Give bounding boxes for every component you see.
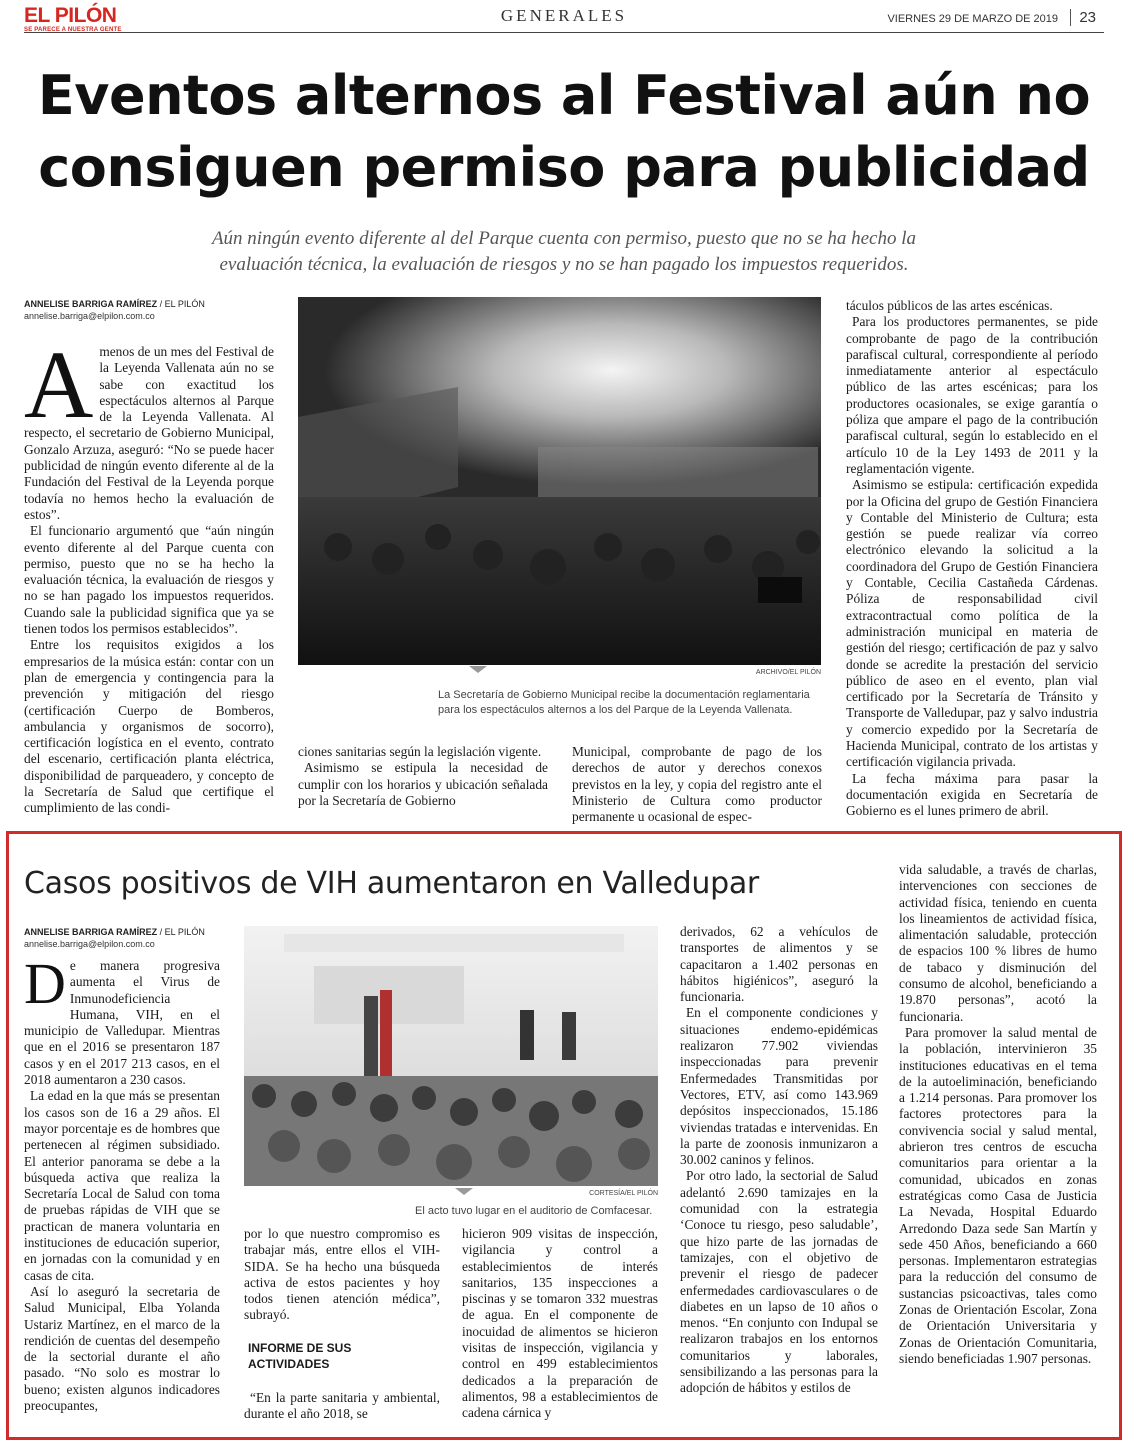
article1-caption-line1: La Secretaría de Gobierno Municipal recibe la documentación reglamentaria xyxy=(438,689,810,701)
article2-col2-p2: “En la parte sanitaria y ambiental, durante el año 2018, se xyxy=(244,1389,440,1422)
article1-photo-credit: ARCHIVO/EL PILÓN xyxy=(755,669,821,676)
article1-col2 xyxy=(298,744,548,809)
page-number: 23 xyxy=(1070,9,1096,26)
article2-paragraph xyxy=(24,951,220,1088)
article2-col5-p2: Para promover la salud mental de la población, intervinieron 35 instituciones educativas en el tema de la autoeliminación, beneficiando a 1.214 personas. Para promover los factores protectores para la convivencia social y salud mental, abrieron tres centros de escucha comunitarios para orientar a la comunidad, ubicados en zonas estratégicas como Casa de Justicia La Nevada, Hospital Eduardo Arredondo Daza sede San Martín y sede 450 Años, beneficiando a 660 personas. Implementaron estrategias para la reducción del consumo de sustancias psicoactivas, tales como Zonas de Orientación Escolar, Zona de Orientación Universitaria y Zonas de Orientación Comunitaria, siendo beneficiadas 1.907 personas. xyxy=(899,1024,1097,1366)
byline-outlet: / EL PILÓN xyxy=(157,299,205,309)
article2-col5-p1: vida saludable, a través de charlas, intervenciones con secciones de actividad física, teniendo en cuenta los lineamientos de actividad física, alimentación saludable, protección de espacios 100 % libres de humo de tabaco y disminución del consumo de alcohol, beneficiando a 19.870 personas”, acotó la funcionaria. xyxy=(899,862,1097,1024)
article1-col2-p1: ciones sanitarias según la legislación vigente. xyxy=(298,744,542,759)
article2-author-email[interactable]: annelise.barriga@elpilon.com.co xyxy=(24,939,155,949)
article2-col1-p3: Así lo aseguró la secretaria de Salud Municipal, Elba Yolanda Ustariz Martínez, en el marco de la rendición de cuentas del desempeño de la sectorial durante el año pasado. “No solo es mostrar lo bueno; existen algunos indicadores preocupantes, xyxy=(24,1283,220,1414)
article2-col3-p1: hicieron 909 visitas de inspección, vigilancia y control a establecimientos de interés sanitarios, 135 inspecciones a piscinas y se tomaron 332 muestras de agua. En el componente de inocuidad de alimentos se hicieron visitas de inspección, vigilancia y control en 499 establecimientos dedicados a la preparación de alimentos, 98 a establecimientos de cadena cárnica y xyxy=(462,1226,658,1421)
article1-col3-p1: Municipal, comprobante de pago de los derechos de autor y derechos conexos previstos en la ley, y copia del registro ante el Ministerio de Cultura como productor permanente u ocasional de espec- xyxy=(572,744,822,825)
byline-outlet: / EL PILÓN xyxy=(157,927,205,937)
article1-headline xyxy=(20,60,1108,204)
article2-col4-p1: derivados, 62 a vehículos de transportes de alimentos y se capacitaron a 1.402 personas en hábitos higiénicos”, aseguró la funcionaria. xyxy=(680,924,878,1005)
article1-author-email[interactable]: annelise.barriga@elpilon.com.co xyxy=(24,311,155,321)
header-divider xyxy=(24,32,1104,33)
article1-headline-line2: consiguen permiso para publicidad xyxy=(38,136,1090,199)
caption-arrow-icon xyxy=(469,666,487,673)
article2-subhead xyxy=(248,1340,440,1372)
article2-photo-credit: CORTESÍA/EL PILÓN xyxy=(589,1190,658,1197)
article1-col4-p2: Para los productores permanentes, se pide comprobante de pago de la contribución parafiscal cultural, correspondiente al período inmediatamente anterior al espectáculo público de las artes escénicas; para los productores ocasionales, se exige garantía o póliza que ampare el pago de la contribución parafiscal cultural, según lo establecido en el artículo 10 de la Ley 1493 de 2011 y la reglamentación vigente. xyxy=(846,314,1098,476)
article1-byline xyxy=(24,298,274,310)
article2-byline xyxy=(24,926,220,938)
concert-photo-graphic xyxy=(298,297,821,665)
article1-deck-line2: evaluación técnica, la evaluación de riesgos y no se han pagado los impuestos requeridos. xyxy=(219,254,909,275)
article2-subhead-line2: ACTIVIDADES xyxy=(248,1356,330,1371)
article1-col1-p3: Entre los requisitos exigidos a los empresarios de la música están: contar con un plan de emergencia y contingencia para la prevención y mitigación del riesgo (certificación Cuerpo de Bomberos, ambulancia y organismos de socorro), certificación logística en el evento, contrato del escenario, certificación planta eléctrica, disponibilidad de parqueadero, y concepto de la Secretaría de Salud que certifique el cumplimiento de las condi- xyxy=(24,637,274,816)
article2-dropcap: D xyxy=(24,951,66,1016)
article2-col3 xyxy=(462,1226,658,1422)
article2-col4 xyxy=(680,924,878,1397)
article2-col1-p2: La edad en la que más se presentan los casos son de 16 a 29 años. El mayor porcentaje es de hombres que pertenecen al régimen subsidiado. El anterior panorama se debe a la búsqueda activa que realiza la Secretaría Local de Salud con toma de pruebas rápidas de VIH que se practican de manera voluntaria en instituciones de educación superior, en jornadas con la comunidad y en casas de cita. xyxy=(24,1088,220,1283)
article1-deck xyxy=(60,226,1068,278)
article1-dropcap: A xyxy=(24,331,94,438)
byline-author: ANNELISE BARRIGA RAMÍREZ xyxy=(24,927,158,937)
issue-date: VIERNES 29 DE MARZO DE 2019 xyxy=(887,13,1058,25)
article2-col1-p1: e manera progresiva aumenta el Virus de Inmunodeficiencia Humana, VIH, en el municipio de Valledupar. Mientras que en el 2016 se presentaron 187 casos y en el 2017 213 casos, en el 2018 aumentaron a 230 casos. xyxy=(24,958,220,1088)
article2-photo-auditorium xyxy=(244,926,658,1186)
article1-caption-line2: para los espectáculos alternos a los del Parque de la Leyenda Vallenata. xyxy=(438,704,793,716)
article2-col5 xyxy=(899,862,1097,1367)
caption-arrow-icon xyxy=(455,1188,473,1195)
logo-tagline: SE PARECE A NUESTRA GENTE xyxy=(24,27,122,33)
logo-text: EL PILÓN xyxy=(24,4,117,27)
article1-photo-concert xyxy=(298,297,821,665)
article1-col4 xyxy=(846,298,1098,820)
article1-deck-line1: Aún ningún evento diferente al del Parque cuenta con permiso, puesto que no se ha hecho la xyxy=(211,228,917,249)
article2-col1 xyxy=(24,926,220,1414)
article1-caption xyxy=(438,688,838,718)
section-name: GENERALES xyxy=(500,6,628,25)
byline-author: ANNELISE BARRIGA RAMÍREZ xyxy=(24,299,158,309)
article2-col2-p1: por lo que nuestro compromiso es trabajar más, entre ellos el VIH-SIDA. Se ha hecho una búsqueda activa de estos pacientes y hoy todos tienen atención médica”, subrayó. xyxy=(244,1226,440,1323)
article1-col1-p2: El funcionario argumentó que “aún ningún evento diferente al del Parque cuenta con permiso, puesto que no se ha hecho la evaluación técnica, la evaluación de riesgos y no se han pagado los impuestos requeridos. Cuando sale la publicidad significa que ya se tienen todos los permisos establecidos”. xyxy=(24,523,274,637)
article2-subhead-line1: INFORME DE SUS xyxy=(248,1340,352,1355)
article2-col4-p3: Por otro lado, la sectorial de Salud adelantó 2.690 tamizajes en la comunidad con la estrategia ‘Conoce tu riesgo, peso saludable’, que hizo parte de las jornadas de tamizajes, con el objetivo de prevenir el riesgo de padecer enfermedades cardiovasculares o de diabetes en un lapso de 10 años o menos. “En conjunto con Indupal se realizaron trabajos en los entornos comunitarios y laborales, sensibilizando a las personas para la adopción de hábitos y estilos de xyxy=(680,1168,878,1396)
article1-col4-p1: táculos públicos de las artes escénicas. xyxy=(846,298,1053,313)
article1-col1-p1: menos de un mes del Festival de la Leyenda Vallenata aún no se sabe con exactitud los espectáculos alternos al Parque de la Leyenda Vallenata. Al respecto, el secretario de Gobierno Municipal, Gonzalo Arzuza, aseguró: “No se puede hacer publicidad de ningún evento diferente al de la Fundación del Festival de la Leyenda porque todavía no hemos hecho la evaluación de estos”. xyxy=(24,344,274,522)
article1-headline-line1: Eventos alternos al Festival aún no xyxy=(37,64,1091,127)
article1-col3 xyxy=(572,744,822,825)
auditorium-photo-graphic xyxy=(244,926,658,1186)
article1-col4-p3: Asimismo se estipula: certificación expedida por la Oficina del grupo de Gestión Financiera y Contable del Ministerio de Cultura; esta gestión se puede realizar vía correo electrónico elevando la solicitud a la coordinadora del Grupo de Gestión Financiera y Contable, Cecilia Castañeda Cárdenas. Póliza de responsabilidad civil extracontractual como política de la administración municipal en materia de gestión del riesgo; certificación de paz y salvo donde se acredite la prestación del servicio público de aseo en el evento, plan vial certificado por la Secretaría de Tránsito y Transporte de Valledupar, paz y salvo industria y comercio expedido por la Secretaría de Hacienda Municipal, contrato de los artistas y certificación vigilancia privada. xyxy=(846,477,1098,770)
article1-paragraph xyxy=(24,331,274,523)
article2-caption: El acto tuvo lugar en el auditorio de Comfacesar. xyxy=(415,1205,653,1217)
article1-col4-p4: La fecha máxima para pasar la documentación exigida en Secretaría de Gobierno es el lunes primero de abril. xyxy=(846,770,1098,819)
article1-col2-p2: Asimismo se estipula la necesidad de cumplir con los horarios y ubicación señalada por la Secretaría de Gobierno xyxy=(298,760,548,808)
article2-headline: Casos positivos de VIH aumentaron en Valledupar xyxy=(24,866,759,901)
article1-col1 xyxy=(24,298,274,817)
article2-col2 xyxy=(244,1226,440,1422)
article2-col4-p2: En el componente condiciones y situaciones endemo-epidémicas realizaron 77.902 viviendas inspeccionadas para prevenir Enfermedades Transmitidas por Vectores, ETV, así como 143.969 depósitos inspeccionados, 15.186 viviendas tratadas e intervenidas. En la parte de zoonosis inmunizaron a 30.002 caninos y felinos. xyxy=(680,1005,878,1168)
